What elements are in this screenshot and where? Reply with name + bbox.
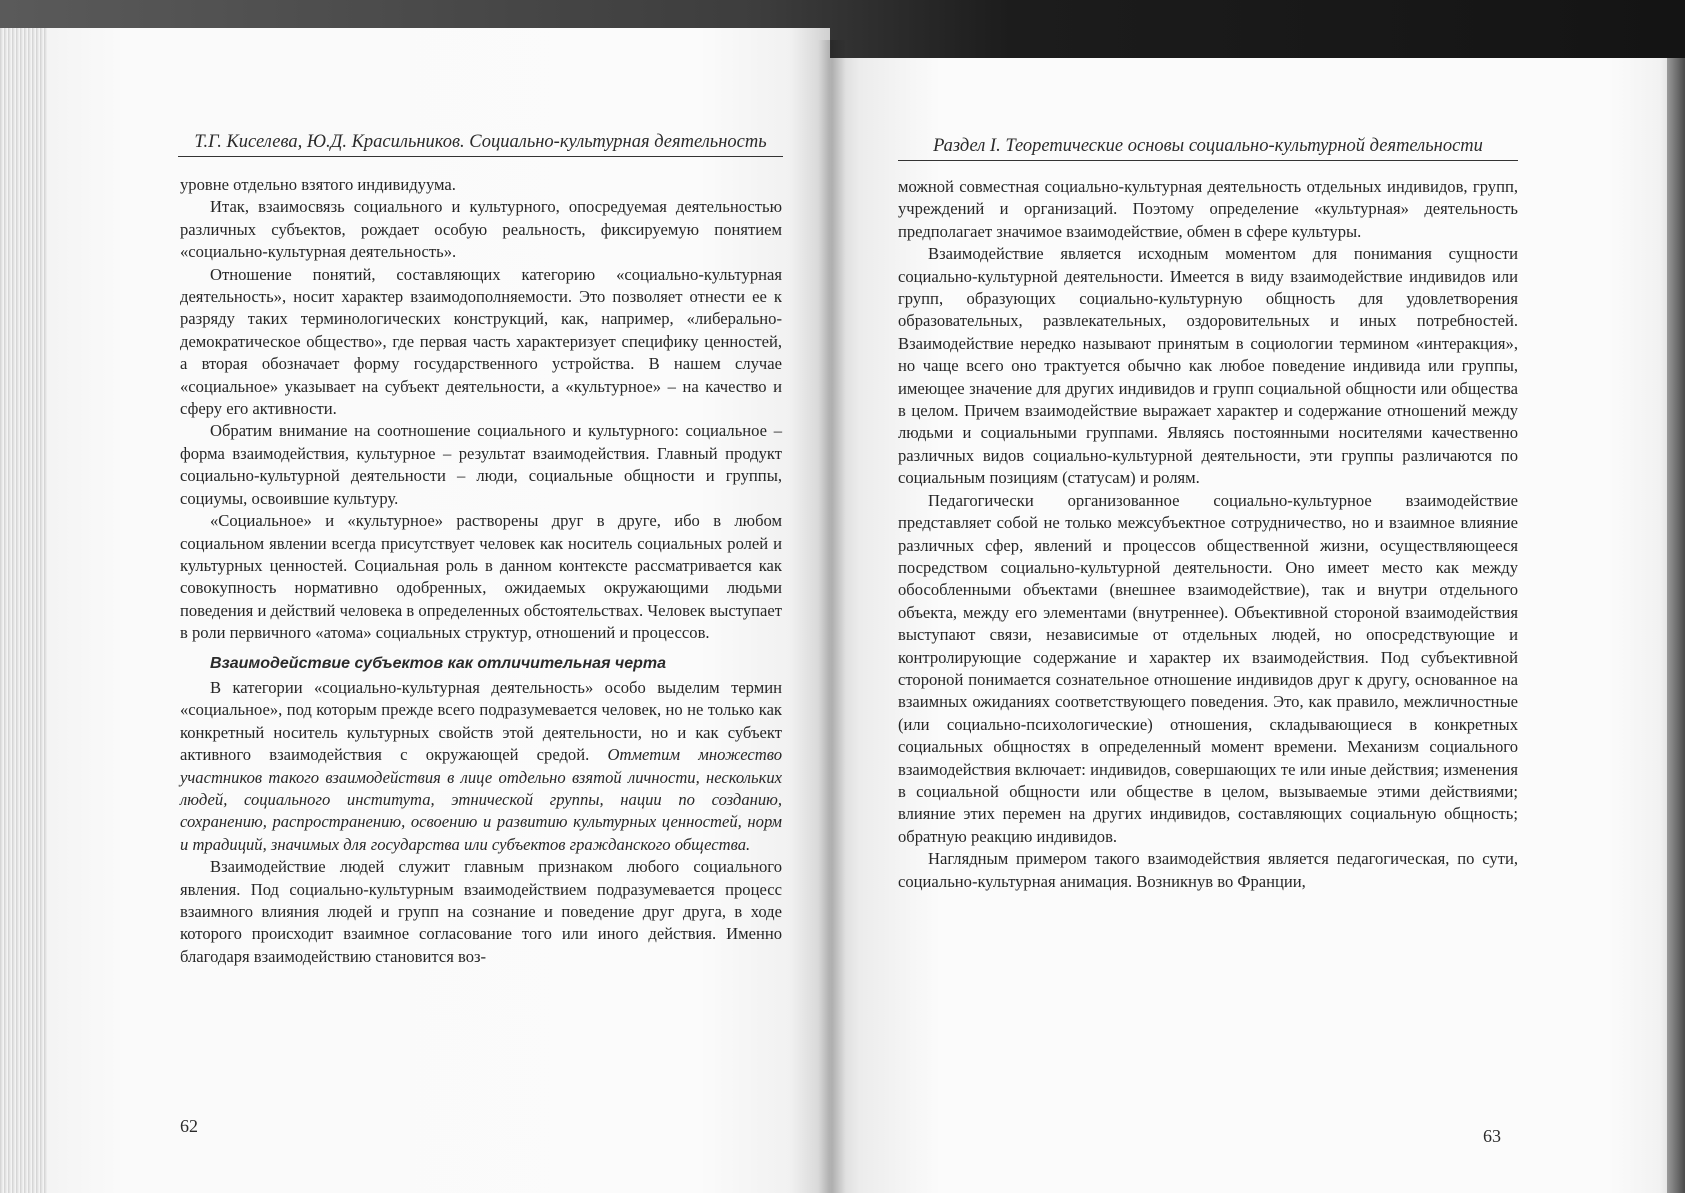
left-page-text [180, 174, 782, 968]
page-number-right: 63 [1483, 1126, 1501, 1146]
left-running-head: Т.Г. Киселева, Ю.Д. Красильников. Социально-культурная деятельность [178, 132, 783, 157]
page-number-left: 62 [180, 1116, 198, 1136]
book-spine-shadow [818, 40, 846, 1193]
paragraph-regular-part: В категории «социально-культурная деятельность» особо выделим термин «социальное», под которым прежде всего подразумевается человек, но не только как конкретный носитель культурных свойств этой деятельности, но и как субъект активного взаимодействия с окружающей средой. [180, 677, 782, 765]
paragraph: Отношение понятий, составляющих категорию «социально-культурная деятельность», носит характер взаимодополняемости. Это позволяет отнести ее к разряду таких терминологических конструкций, как, например, «либерально-демократическое общество», где первая часть характеризует специфику ценностей, а вторая обозначает форму государственного устройства. В нашем случае «социальное» указывает на субъект деятельности, а «культурное» – на качество и сферу его активности. [180, 264, 782, 419]
right-page-text [898, 176, 1518, 893]
paragraph: уровне отдельно взятого индивидуума. [180, 175, 456, 194]
section-heading: Взаимодействие субъектов как отличительная черта [210, 654, 667, 672]
paragraph: можной совместная социально-культурная деятельность отдельных индивидов, групп, учреждений и организаций. Поэтому определение «культурная» деятельность предполагает значимое взаимодействие, обмен в сфере культуры. [898, 177, 1518, 241]
paragraph: Взаимодействие является исходным моментом для понимания сущности социально-культурной деятельности. Имеется в виду взаимодействие индивидов или групп, образующих социально-культурную общность для удовлетворения образовательных, развлекательных, оздоровительных и иных потребностей. Взаимодействие нередко называют принятым в социологии термином «интеракция», но чаще всего оно трактуется обычно как любое поведение индивида или группы, имеющее значение для других индивидов и групп социальной общности или общества в целом. Причем взаимодействие выражает характер и содержание отношений между людьми и социальными группами. Являясь постоянными носителями качественно различных видов социально-культурной деятельности, эти группы различаются по социальным позициям (статусам) и ролям. [898, 244, 1518, 488]
paragraph: Обратим внимание на соотношение социального и культурного: социальное – форма взаимодействия, культурное – результат взаимодействия. Главный продукт социально-культурной деятельности – люди, социальные общности и группы, социумы, освоившие культуру. [180, 421, 782, 508]
paragraph: Итак, взаимосвязь социального и культурного, опосредуемая деятельностью различных субъектов, рождает особую реальность, фиксируемую понятием «социально-культурная деятельность». [180, 197, 782, 262]
paragraph: «Социальное» и «культурное» растворены друг в друге, ибо в любом социальном явлении всегда присутствует человек как носитель социальных ролей и культурных ценностей. Социальная роль в данном контексте рассматривается как совокупность нормативно одобренных, ожидаемых окружающими людьми поведения и действий человека в определенных обстоятельствах. Человек выступает в роли первичного «атома» социальных структур, отношений и процессов. [180, 511, 782, 643]
paragraph: Взаимодействие людей служит главным признаком любого социального явления. Под социально-культурным взаимодействием подразумевается процесс взаимного влияния людей и групп на сознание и поведение друг друга, в ходе которого происходит взаимное согласование того или иного действия. Именно благодаря взаимодействию становится воз- [180, 857, 782, 966]
right-running-head: Раздел I. Теоретические основы социально-культурной деятельности [898, 136, 1518, 161]
paragraph: Педагогически организованное социально-культурное взаимодействие представляет собой не только межсубъектное сотрудничество, но и взаимное влияние различных сфер, явлений и процессов общественной жизни, осуществляющееся посредством социально-культурной деятельности. Оно имеет место как между обособленными объектами (внешнее взаимодействие), так и внутри отдельного объекта, между его элементами (внутреннее). Объективной стороной взаимодействия выступают связи, независимые от отдельных людей, но опосредствующие и контролирующие содержание и характер их взаимодействия. Под субъективной стороной понимается сознательное отношение индивидов друг к другу, основанное на взаимных ожиданиях соответствующего поведения. Это, как правило, межличностные (или социально-психологические) отношения, складывающиеся в конкретных социальных общностях в определенный момент времени. Механизм социального взаимодействия включает: индивидов, совершающих те или иные действия; изменения в социальной общности или обществе в целом, вызываемые этими действиями; влияние этих перемен на других индивидов, составляющих социальную общность; обратную реакцию индивидов. [898, 490, 1518, 846]
paragraph-mixed [180, 677, 782, 856]
paragraph: Наглядным примером такого взаимодействия является педагогическая, по сути, социально-культурная анимация. Возникнув во Франции, [898, 849, 1518, 891]
paragraph-italic-part: Отметим множество участников такого взаимодействия в лице отдельно взятой личности, нескольких людей, социального института, этнической группы, нации по созданию, сохранению, распространению, освоению и развитию культурных ценностей, норм и традиций, значимых для государства или субъектов гражданского общества. [180, 745, 782, 854]
